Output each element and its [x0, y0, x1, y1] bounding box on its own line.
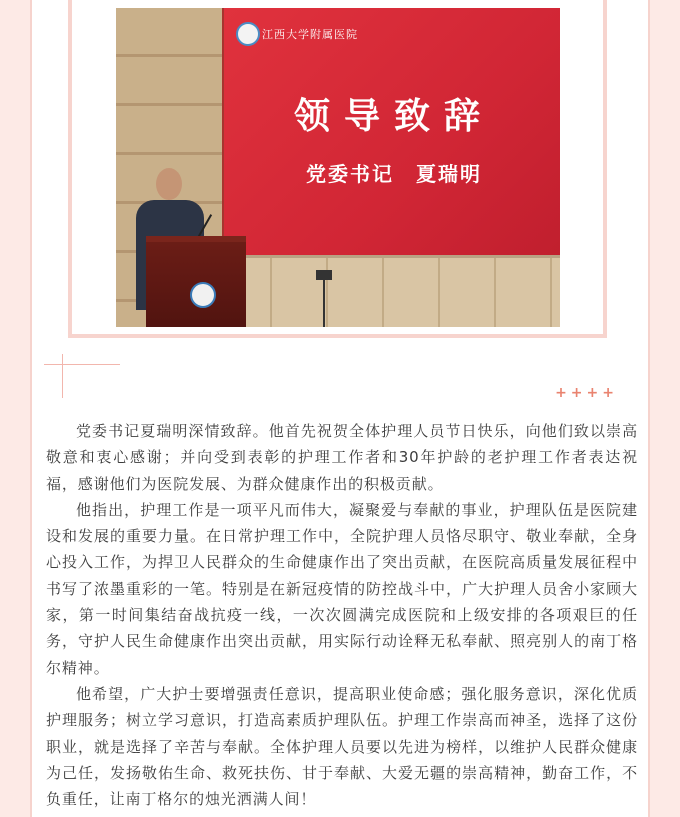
podium: [146, 236, 246, 327]
article-paragraph: 党委书记夏瑞明深情致辞。他首先祝贺全体护理人员节日快乐，向他们致以崇高敬意和衷心感谢；并向受到表彰的护理工作者和30年护龄的老护理工作者表达祝福，感谢他们为医院发展、为群众健康作出的积极贡献。: [46, 422, 638, 493]
decorative-line-horizontal: [44, 364, 120, 365]
decorative-line-vertical: [62, 354, 63, 398]
screen-title: 领导致辞: [293, 95, 494, 137]
decorative-pluses: ++++: [555, 385, 618, 401]
hospital-logo-icon: [236, 22, 260, 46]
tripod: [323, 280, 325, 327]
podium-emblem-icon: [190, 282, 216, 308]
article-body: [46, 418, 638, 812]
wall-panels-lower: [216, 258, 560, 327]
article-paragraph: 他希望，广大护士要增强责任意识，提高职业使命感；强化服务意识，深化优质护理服务；树立学习意识，打造高素质护理队伍。护理工作崇高而神圣，选择了这份职业，就是选择了辛苦与奉献。全体护理人员要以先进为榜样，以维护人民群众健康为己任，发扬敬佑生命、救死扶伤、甘于奉献、大爱无疆的崇高精神，勤奋工作，不负重任，让南丁格尔的烛光洒满人间！: [46, 684, 638, 809]
article-paragraph: 他指出，护理工作是一项平凡而伟大，凝聚爱与奉献的事业，护理队伍是医院建设和发展的重要力量。在日常护理工作中，全院护理人员恪尽职守、敬业奉献，全身心投入工作，为捍卫人民群众的生命健康作出了突出贡献，在医院高质量发展征程中书写了浓墨重彩的一笔。特别是在新冠疫情的防控战斗中，广大护理人员舍小家顾大家，第一时间集结奋战抗疫一线，一次次圆满完成医院和上级安排的各项艰巨的任务，守护人民生命健康作出突出贡献，用实际行动诠释无私奉献、照亮别人的南丁格尔精神。: [46, 500, 638, 677]
speaker-head: [156, 168, 182, 200]
projection-screen: [222, 8, 560, 255]
camera-icon: [316, 270, 332, 280]
screen-subtitle: 党委书记 夏瑞明: [306, 162, 482, 186]
speech-photo: [116, 8, 560, 327]
screen-header: 江西大学附属医院: [262, 28, 358, 41]
